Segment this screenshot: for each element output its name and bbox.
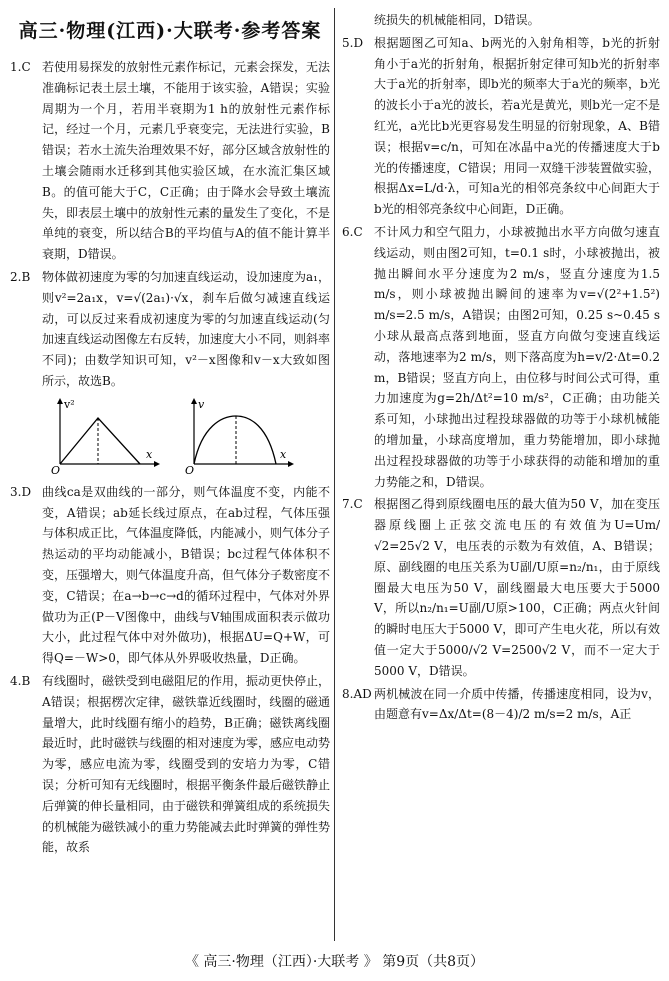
page-footer: 《 高三·物理（江西）·大联考 》 第9页（共8页） bbox=[184, 954, 485, 970]
v-x-graph bbox=[184, 396, 294, 474]
right-column bbox=[342, 10, 660, 941]
y-arrow bbox=[57, 398, 63, 404]
answer-number: 6.C bbox=[342, 224, 363, 239]
column-divider bbox=[334, 8, 335, 941]
answer-number: 3.D bbox=[10, 484, 32, 499]
x-label: x bbox=[146, 447, 153, 461]
answer-number: 4.B bbox=[10, 673, 31, 688]
v-curve bbox=[194, 416, 276, 464]
y-label: v bbox=[198, 397, 205, 411]
answer-item-1 bbox=[10, 57, 330, 265]
answer-item-7 bbox=[342, 494, 660, 681]
answer-item-5 bbox=[342, 33, 660, 220]
x-label: x bbox=[280, 447, 287, 461]
x-arrow bbox=[154, 461, 160, 467]
answer-number: 5.D bbox=[342, 35, 364, 50]
answer-number: 7.C bbox=[342, 497, 363, 512]
v2-curve bbox=[60, 418, 140, 464]
x-arrow bbox=[288, 461, 294, 467]
origin-label: O bbox=[51, 463, 61, 474]
y-label: v² bbox=[64, 397, 75, 411]
answer-text: 曲线ca是双曲线的一部分，则气体温度不变，内能不变，A错误；ab延长线过原点，在ab过程，气体压强与体积成正比，气体温度降低，内能减小，则气体分子热运动的平均动能减小，B错误；bc过程气体体积不变，压强增大，则气体温度升高，但气体分子数密度不变，C错误；在a→b→c→d的循环过程中，气体对外界做功为正(P－V图像中，曲线与V轴围成面积表示做功大小，此过程气体中对外做功)，根据ΔU=Q+W，可得Q=－W>0，即气体从外界吸收热量，D正确。 bbox=[42, 484, 331, 666]
answer-text: 有线圈时，磁铁受到电磁阻尼的作用，振动更快停止，A错误；根据楞次定律，磁铁靠近线圈时，线圈的磁通量增大，此时线圈有缩小的趋势，B正确；磁铁离线圈最近时，此时磁铁与线圈的相对速度为零，感应电动势为零，感应电流为零，线圈受到的安培力为零，C错误；分析可知有无线圈时，根据平衡条件最后磁铁静止后弹簧的伸长量相同，由于磁铁和弹簧组成的系统损失的机械能为磁铁减小的重力势能减去此时弹簧的弹性势能，故系 bbox=[42, 673, 331, 855]
y-arrow bbox=[191, 398, 197, 404]
answer-text: 根据题图乙可知a、b两光的入射角相等，b光的折射角小于a光的折射角，根据折射定律可知b光的折射率大于a光的折射率，即b光的频率大于a光的频率，b光的波长小于a光的波长，若a光是黄光，则b光一定不是红光，a光比b光更容易发生明显的衍射现象，A、B错误；根据v=c/n，可知在冰晶中a光的传播速度大于b光的传播速度，C错误；用同一双缝干涉装置做实验，根据Δx=L/d·λ，可知a光的相邻亮条纹中心间距大于b光的相邻亮条纹中心间距，D正确。 bbox=[374, 35, 660, 217]
v2-x-graph bbox=[50, 396, 160, 474]
answer-number: 8.AD bbox=[342, 686, 372, 701]
answer-item-6 bbox=[342, 222, 660, 492]
answer-item-4 bbox=[10, 671, 330, 858]
page-title: 高三·物理(江西)·大联考·参考答案 bbox=[18, 20, 322, 42]
left-column bbox=[10, 10, 330, 941]
answer-number: 1.C bbox=[10, 60, 31, 74]
answer-text: 不计风力和空气阻力，小球被抛出水平方向做匀速直线运动，则由图2可知，t=0.1 s时，小球被抛出，被抛出瞬间水平分速度为2 m/s，竖直分速度为1.5 m/s，则小球被抛出瞬间的速率为v=√(2²+1.5²) m/s=2.5 m/s，A错误；由图2可知，0.25 s~0.45 s小球从最高点落到地面，竖直方向做匀变速直线运动，落地速率为2 m/s，则下落高度为h=v/2·Δt=0.2 m，B错误；竖直方向上，由位移与时间公式可得，重力加速度为g=2h/Δt²=10 m/s²，C正确；由功能关系可知，小球抛出过程投球器做的功等于小球机械能的增加量，小球高度增加，重力势能增加，即小球抛出过程投球器做的功等于小球获得的动能和增加的重力势能之和，D错误。 bbox=[374, 224, 660, 489]
answer-text: 根据图乙得到原线圈电压的最大值为50 V，加在变压器原线圈上正弦交流电压的有效值为U=Um/√2=25√2 V，电压表的示数为有效值，A、B错误；原、副线圈的电压关系为U副/U原=n₂/n₁，由于原线圈最大电压为50 V，副线圈最大电压要大于5000 V，所以n₂/n₁=U副/U原>100，C正确；两点火针间的瞬时电压大于5000 V，即可产生电火花，所以有效值一定大于5000/√2 V=2500√2 V，而不一定大于5000 V，D错误。 bbox=[374, 497, 660, 678]
answer-text: 物体做初速度为零的匀加速直线运动，设加速度为a₁，则v²=2a₁x，v=√(2a₁)·√x，刹车后做匀减速直线运动，可以反过来看成初速度为零的匀加速直线运动(匀加速直线运动图像左右反转，加速度大小不同，则斜率不同)；由数学知识可知，v²－x图像和v－x大致如图所示，故选B。 bbox=[42, 269, 331, 388]
graph-figure bbox=[10, 396, 330, 474]
answer-item-8 bbox=[342, 684, 660, 726]
answer-text: 两机械波在同一介质中传播，传播速度相同，设为v，由题意有v=Δx/Δt=(8－4)/2 m/s=2 m/s，A正 bbox=[374, 686, 660, 722]
answer-item-3 bbox=[10, 482, 330, 669]
answer-item-2 bbox=[10, 267, 330, 392]
answer-continuation: 统损失的机械能相同，D错误。 bbox=[374, 13, 540, 27]
answer-number: 2.B bbox=[10, 269, 31, 284]
answer-text: 若使用易探发的放射性元素作标记，元素会探发，无法准确标记表土层土壤，不能用于该实验，A错误；实验周期为一个月，若用半衰期为1 h的放射性元素作标记，经过一个月，元素几乎衰变完，无法进行实验，B错误；若水土流失治理效果不好，部分区域含放射性的土壤会随雨水迁移到其他实验区域，在水流汇集区域B。的值可能大于C，C正确；由于降水会导致土壤流失，即表层土壤中的放射性元素的量发生了变化，不是单纯的衰变，所以结合B的平均值与A的值不能计算半衰期，D错误。 bbox=[42, 60, 331, 262]
origin-label: O bbox=[185, 463, 195, 474]
